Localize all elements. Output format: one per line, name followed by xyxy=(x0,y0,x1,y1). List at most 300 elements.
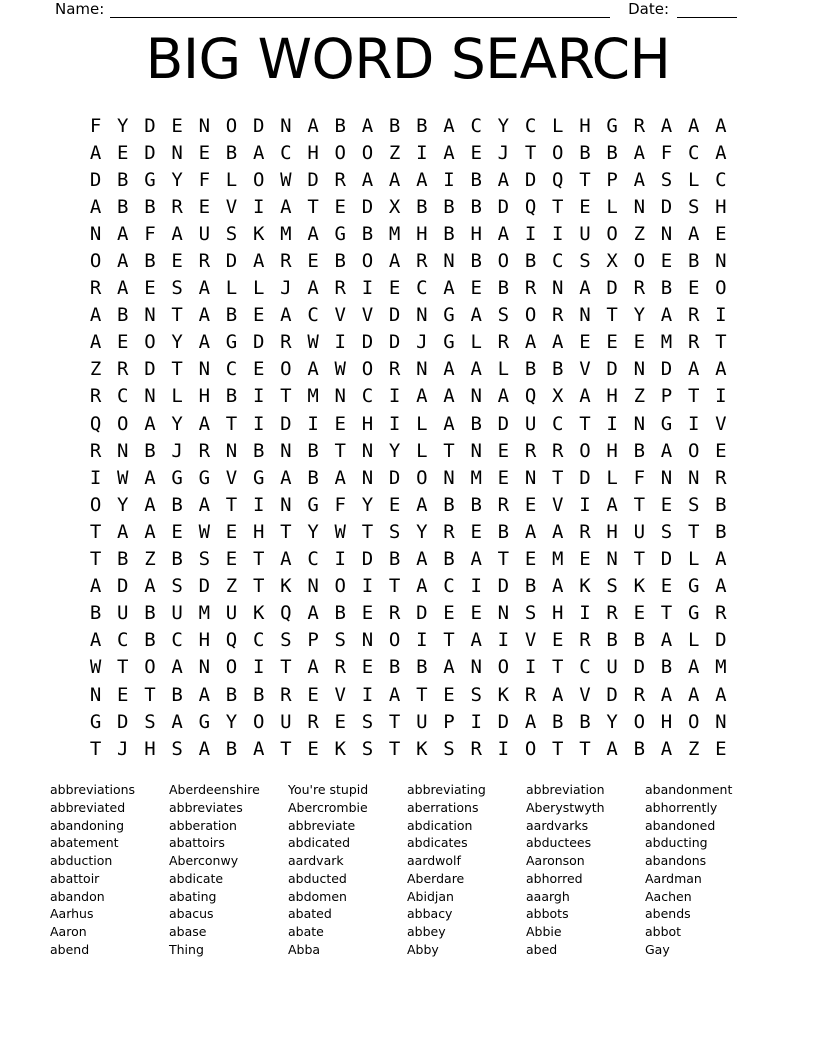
grid-letter: I xyxy=(524,222,537,245)
grid-letter: H xyxy=(606,520,618,543)
grid-letter: T xyxy=(307,195,319,218)
grid-letter: N xyxy=(633,358,646,381)
grid-letter: B xyxy=(334,114,346,137)
grid-letter: G xyxy=(443,331,455,354)
grid-letter: I xyxy=(361,683,374,706)
grid-letter: J xyxy=(416,331,428,354)
grid-letter: D xyxy=(280,412,292,435)
grid-letter: H xyxy=(252,520,265,543)
grid-letter: T xyxy=(252,548,265,571)
grid-letter: B xyxy=(388,548,401,571)
word-list-item: abattoir xyxy=(50,870,100,886)
grid-letter: A xyxy=(307,277,319,300)
grid-letter: U xyxy=(524,412,537,435)
word-list-item: abends xyxy=(645,906,691,922)
grid-letter: D xyxy=(252,331,265,354)
grid-letter: I xyxy=(252,412,265,435)
grid-letter: Y xyxy=(117,493,129,516)
grid-letter: R xyxy=(334,168,346,191)
word-list-column xyxy=(645,781,764,959)
word-list-item: abandoned xyxy=(645,817,716,833)
grid-letter: Y xyxy=(171,331,183,354)
grid-letter: B xyxy=(470,250,482,273)
grid-letter: B xyxy=(470,168,482,191)
grid-letter: A xyxy=(280,466,292,489)
word-list-item: Aberdare xyxy=(407,870,465,886)
grid-letter: T xyxy=(606,304,618,327)
grid-letter: A xyxy=(307,358,319,381)
grid-letter: R xyxy=(579,629,591,652)
grid-letter: E xyxy=(470,520,482,543)
grid-letter: E xyxy=(470,141,482,164)
grid-letter: E xyxy=(252,358,265,381)
grid-letter: B xyxy=(524,250,537,273)
grid-letter: A xyxy=(171,656,183,679)
grid-letter: A xyxy=(307,602,319,625)
grid-letter: A xyxy=(144,520,156,543)
grid-letter: A xyxy=(416,493,428,516)
grid-letter: N xyxy=(715,250,727,273)
grid-letter: C xyxy=(552,412,564,435)
grid-letter: Y xyxy=(307,520,319,543)
grid-letter: B xyxy=(443,493,455,516)
grid-letter: A xyxy=(470,629,482,652)
grid-letter: E xyxy=(579,195,591,218)
word-list-item: abbreviated xyxy=(50,799,126,815)
grid-letter: W xyxy=(280,168,292,191)
grid-letter: H xyxy=(416,222,428,245)
grid-letter: E xyxy=(715,737,727,760)
grid-letter: B xyxy=(307,439,319,462)
word-list-item: Abby xyxy=(407,941,439,957)
grid-letter: G xyxy=(443,304,455,327)
grid-letter: F xyxy=(334,493,346,516)
grid-letter: D xyxy=(89,168,102,191)
grid-letter: N xyxy=(470,385,482,408)
grid-letter: B xyxy=(117,548,129,571)
grid-letter: B xyxy=(361,222,374,245)
grid-letter: U xyxy=(225,602,238,625)
grid-letter: O xyxy=(225,656,238,679)
grid-letter: O xyxy=(334,575,346,598)
grid-letter: E xyxy=(198,195,211,218)
grid-letter: I xyxy=(497,629,510,652)
grid-letter: R xyxy=(416,250,428,273)
grid-letter: N xyxy=(144,385,156,408)
grid-letter: U xyxy=(171,602,183,625)
grid-letter: C xyxy=(579,656,591,679)
grid-letter: A xyxy=(252,737,265,760)
grid-letter: E xyxy=(524,493,537,516)
grid-letter: A xyxy=(280,304,292,327)
grid-letter: S xyxy=(687,493,700,516)
grid-letter: L xyxy=(225,277,238,300)
grid-letter: R xyxy=(280,683,292,706)
grid-letter: D xyxy=(144,114,156,137)
grid-letter: T xyxy=(416,683,428,706)
page-title: BIG WORD SEARCH xyxy=(145,27,671,91)
grid-letter: A xyxy=(660,439,673,462)
grid-letter: M xyxy=(660,331,673,354)
grid-letter: P xyxy=(307,629,319,652)
word-list-item: abdication xyxy=(407,817,473,833)
grid-letter: B xyxy=(470,412,482,435)
grid-letter: I xyxy=(252,385,265,408)
grid-letter: R xyxy=(443,520,455,543)
grid-letter: N xyxy=(198,114,211,137)
letter-grid xyxy=(82,112,735,762)
grid-letter: T xyxy=(334,439,346,462)
grid-letter: E xyxy=(524,548,537,571)
word-list-item: abase xyxy=(169,924,207,939)
grid-letter: V xyxy=(225,195,238,218)
grid-letter: A xyxy=(715,683,727,706)
grid-letter: A xyxy=(89,629,102,652)
grid-letter: T xyxy=(687,520,700,543)
grid-letter: T xyxy=(388,710,401,733)
grid-letter: N xyxy=(687,466,700,489)
grid-letter: D xyxy=(198,575,211,598)
grid-letter: R xyxy=(388,602,401,625)
grid-letter: S xyxy=(361,710,374,733)
grid-letter: G xyxy=(687,575,700,598)
grid-letter: A xyxy=(552,331,564,354)
grid-letter: A xyxy=(497,168,510,191)
word-list-item: abdicates xyxy=(407,835,468,851)
grid-letter: R xyxy=(633,683,646,706)
grid-letter: V xyxy=(225,466,238,489)
grid-letter: E xyxy=(388,493,401,516)
grid-letter: T xyxy=(225,493,238,516)
grid-letter: R xyxy=(633,277,646,300)
grid-letter: Q xyxy=(552,168,564,191)
grid-letter: V xyxy=(579,683,591,706)
grid-letter: M xyxy=(470,466,482,489)
grid-letter: D xyxy=(660,195,673,218)
grid-letter: B xyxy=(660,656,673,679)
word-list-column xyxy=(50,781,169,959)
word-list-item: abbreviate xyxy=(288,817,356,833)
grid-letter: A xyxy=(198,412,211,435)
grid-letter: A xyxy=(388,168,401,191)
grid-letter: O xyxy=(687,710,700,733)
grid-letter: N xyxy=(361,629,374,652)
grid-letter: N xyxy=(334,385,346,408)
word-list-item: abhorrently xyxy=(645,799,718,815)
grid-letter: S xyxy=(660,520,673,543)
grid-letter: A xyxy=(144,466,156,489)
grid-letter: D xyxy=(606,683,618,706)
grid-letter: B xyxy=(252,439,265,462)
grid-letter: N xyxy=(416,358,428,381)
grid-letter: A xyxy=(715,114,727,137)
grid-letter: B xyxy=(144,250,156,273)
grid-letter: M xyxy=(715,656,727,679)
grid-letter: O xyxy=(144,656,156,679)
grid-letter: L xyxy=(470,331,482,354)
grid-letter: T xyxy=(225,412,238,435)
grid-letter: E xyxy=(171,520,183,543)
grid-letter: A xyxy=(443,141,455,164)
grid-letter: A xyxy=(198,493,211,516)
grid-letter: R xyxy=(198,250,211,273)
grid-letter: Q xyxy=(280,602,292,625)
grid-letter: O xyxy=(361,250,374,273)
grid-letter: G xyxy=(687,602,700,625)
grid-letter: E xyxy=(660,493,673,516)
grid-letter: N xyxy=(280,114,292,137)
word-list-item: aardvark xyxy=(288,853,344,868)
grid-letter: T xyxy=(89,520,102,543)
grid-letter: B xyxy=(225,141,238,164)
grid-letter: E xyxy=(633,602,646,625)
grid-letter: E xyxy=(225,548,238,571)
grid-letter: T xyxy=(171,304,183,327)
grid-letter: B xyxy=(524,575,537,598)
grid-letter: A xyxy=(443,412,455,435)
grid-letter: B xyxy=(416,114,428,137)
grid-letter: V xyxy=(579,358,591,381)
grid-letter: V xyxy=(334,683,346,706)
word-list-item: abdomen xyxy=(288,888,347,904)
grid-letter: O xyxy=(524,737,537,760)
grid-letter: N xyxy=(117,439,129,462)
grid-letter: I xyxy=(579,493,591,516)
grid-letter: V xyxy=(361,304,374,327)
grid-letter: E xyxy=(660,575,673,598)
word-list-item: abbots xyxy=(526,906,569,922)
grid-letter: B xyxy=(89,602,102,625)
grid-letter: S xyxy=(198,548,211,571)
name-label: Name: xyxy=(55,0,105,18)
grid-letter: O xyxy=(252,710,265,733)
grid-letter: R xyxy=(89,385,102,408)
grid-letter: B xyxy=(225,737,238,760)
grid-letter: S xyxy=(443,737,455,760)
grid-letter: S xyxy=(579,250,591,273)
grid-letter: Z xyxy=(144,548,156,571)
grid-letter: I xyxy=(687,412,700,435)
grid-letter: D xyxy=(497,195,510,218)
grid-letter: A xyxy=(497,222,510,245)
grid-letter: K xyxy=(252,602,265,625)
word-list-item: abed xyxy=(526,941,558,957)
grid-letter: S xyxy=(388,520,401,543)
grid-letter: V xyxy=(715,412,727,435)
grid-letter: K xyxy=(252,222,265,245)
grid-letter: M xyxy=(280,222,292,245)
word-list-item: Aberconwy xyxy=(169,853,239,868)
grid-letter: U xyxy=(633,520,646,543)
grid-letter: D xyxy=(225,250,238,273)
grid-letter: A xyxy=(470,304,482,327)
grid-letter: A xyxy=(660,114,673,137)
grid-letter: G xyxy=(307,493,319,516)
grid-letter: A xyxy=(470,358,482,381)
grid-letter: B xyxy=(633,629,646,652)
grid-letter: D xyxy=(606,277,618,300)
grid-letter: D xyxy=(117,710,129,733)
grid-letter: I xyxy=(89,466,102,489)
grid-letter: R xyxy=(687,331,700,354)
grid-letter: R xyxy=(89,277,102,300)
grid-letter: H xyxy=(307,141,319,164)
grid-letter: B xyxy=(524,358,537,381)
grid-letter: T xyxy=(280,656,292,679)
grid-letter: B xyxy=(633,737,646,760)
word-list-item: abated xyxy=(288,906,332,922)
grid-letter: V xyxy=(524,629,537,652)
grid-letter: T xyxy=(579,412,591,435)
grid-letter: D xyxy=(117,575,129,598)
grid-letter: G xyxy=(225,331,238,354)
grid-letter: B xyxy=(606,141,618,164)
grid-letter: U xyxy=(606,656,618,679)
word-list-item: Aarhus xyxy=(50,906,94,922)
grid-letter: A xyxy=(443,277,455,300)
grid-letter: R xyxy=(334,656,346,679)
grid-letter: A xyxy=(117,222,129,245)
grid-letter: T xyxy=(579,168,591,191)
word-list-item: abducted xyxy=(288,870,347,886)
grid-letter: A xyxy=(470,548,482,571)
grid-letter: N xyxy=(280,493,292,516)
grid-letter: L xyxy=(687,629,700,652)
grid-letter: B xyxy=(416,195,428,218)
grid-letter: I xyxy=(606,412,618,435)
grid-letter: H xyxy=(660,710,673,733)
grid-letter: A xyxy=(171,222,183,245)
grid-letter: N xyxy=(470,656,482,679)
grid-letter: E xyxy=(660,250,673,273)
grid-letter: S xyxy=(225,222,238,245)
grid-letter: I xyxy=(579,602,591,625)
grid-letter: L xyxy=(606,195,618,218)
grid-letter: G xyxy=(89,710,102,733)
grid-letter: A xyxy=(117,277,129,300)
grid-letter: A xyxy=(443,656,455,679)
grid-letter: Z xyxy=(388,141,401,164)
grid-letter: B xyxy=(470,195,482,218)
grid-letter: B xyxy=(225,304,238,327)
grid-letter: A xyxy=(89,195,102,218)
grid-letter: Z xyxy=(687,737,700,760)
grid-letter: B xyxy=(307,466,319,489)
grid-letter: B xyxy=(334,250,346,273)
grid-letter: G xyxy=(198,710,211,733)
grid-letter: T xyxy=(280,385,292,408)
grid-letter: M xyxy=(307,385,319,408)
grid-letter: N xyxy=(470,439,482,462)
grid-letter: A xyxy=(144,493,156,516)
word-list-item: abend xyxy=(50,941,90,957)
grid-letter: T xyxy=(443,439,455,462)
grid-letter: U xyxy=(117,602,129,625)
grid-letter: O xyxy=(144,331,156,354)
grid-letter: D xyxy=(416,602,428,625)
word-list-item: Gay xyxy=(645,941,670,957)
grid-letter: M xyxy=(198,602,211,625)
grid-letter: A xyxy=(633,168,646,191)
grid-letter: A xyxy=(715,575,727,598)
grid-letter: N xyxy=(633,195,646,218)
grid-letter: S xyxy=(280,629,292,652)
grid-letter: I xyxy=(334,331,346,354)
grid-letter: E xyxy=(470,602,482,625)
grid-letter: A xyxy=(280,548,292,571)
grid-letter: A xyxy=(579,385,591,408)
grid-letter: Y xyxy=(171,168,183,191)
grid-letter: B xyxy=(443,548,455,571)
grid-letter: E xyxy=(198,141,211,164)
grid-letter: V xyxy=(552,493,564,516)
grid-letter: L xyxy=(171,385,183,408)
grid-letter: T xyxy=(552,195,564,218)
grid-letter: A xyxy=(117,250,129,273)
grid-letter: N xyxy=(660,466,673,489)
grid-letter: R xyxy=(524,277,537,300)
grid-letter: B xyxy=(117,195,129,218)
grid-letter: I xyxy=(334,548,346,571)
grid-letter: T xyxy=(524,141,537,164)
grid-letter: O xyxy=(715,277,727,300)
word-list-item: abandons xyxy=(645,853,707,868)
grid-letter: A xyxy=(361,168,374,191)
grid-letter: E xyxy=(388,277,401,300)
grid-letter: F xyxy=(660,141,673,164)
word-list-item: abandonment xyxy=(645,782,733,797)
grid-letter: O xyxy=(225,114,238,137)
grid-letter: I xyxy=(470,710,482,733)
grid-letter: R xyxy=(552,304,564,327)
grid-letter: O xyxy=(687,439,700,462)
word-list-item: abdicated xyxy=(288,835,351,851)
grid-letter: P xyxy=(443,710,455,733)
grid-letter: A xyxy=(687,656,700,679)
grid-letter: R xyxy=(633,114,646,137)
grid-letter: B xyxy=(171,683,183,706)
grid-letter: B xyxy=(144,629,156,652)
grid-letter: D xyxy=(497,710,510,733)
grid-letter: I xyxy=(388,385,401,408)
grid-letter: A xyxy=(198,331,211,354)
grid-letter: C xyxy=(307,548,319,571)
grid-letter: R xyxy=(552,439,564,462)
grid-letter: T xyxy=(552,737,564,760)
grid-letter: R xyxy=(280,331,292,354)
grid-letter: D xyxy=(388,304,401,327)
grid-letter: A xyxy=(552,520,564,543)
grid-letter: I xyxy=(470,575,482,598)
grid-letter: E xyxy=(687,277,700,300)
grid-letter: A xyxy=(552,683,564,706)
grid-letter: Y xyxy=(606,710,618,733)
grid-letter: O xyxy=(497,250,510,273)
grid-letter: N xyxy=(416,304,428,327)
grid-letter: D xyxy=(361,195,374,218)
grid-letter: D xyxy=(388,331,401,354)
grid-letter: B xyxy=(225,385,238,408)
grid-letter: D xyxy=(307,168,319,191)
grid-letter: Y xyxy=(388,439,401,462)
grid-letter: K xyxy=(497,683,510,706)
grid-letter: A xyxy=(144,412,156,435)
grid-letter: N xyxy=(89,222,102,245)
word-list-item: aardvarks xyxy=(526,817,589,833)
word-list-item: abbreviation xyxy=(526,782,605,797)
grid-letter: O xyxy=(361,141,374,164)
grid-letter: A xyxy=(89,575,102,598)
